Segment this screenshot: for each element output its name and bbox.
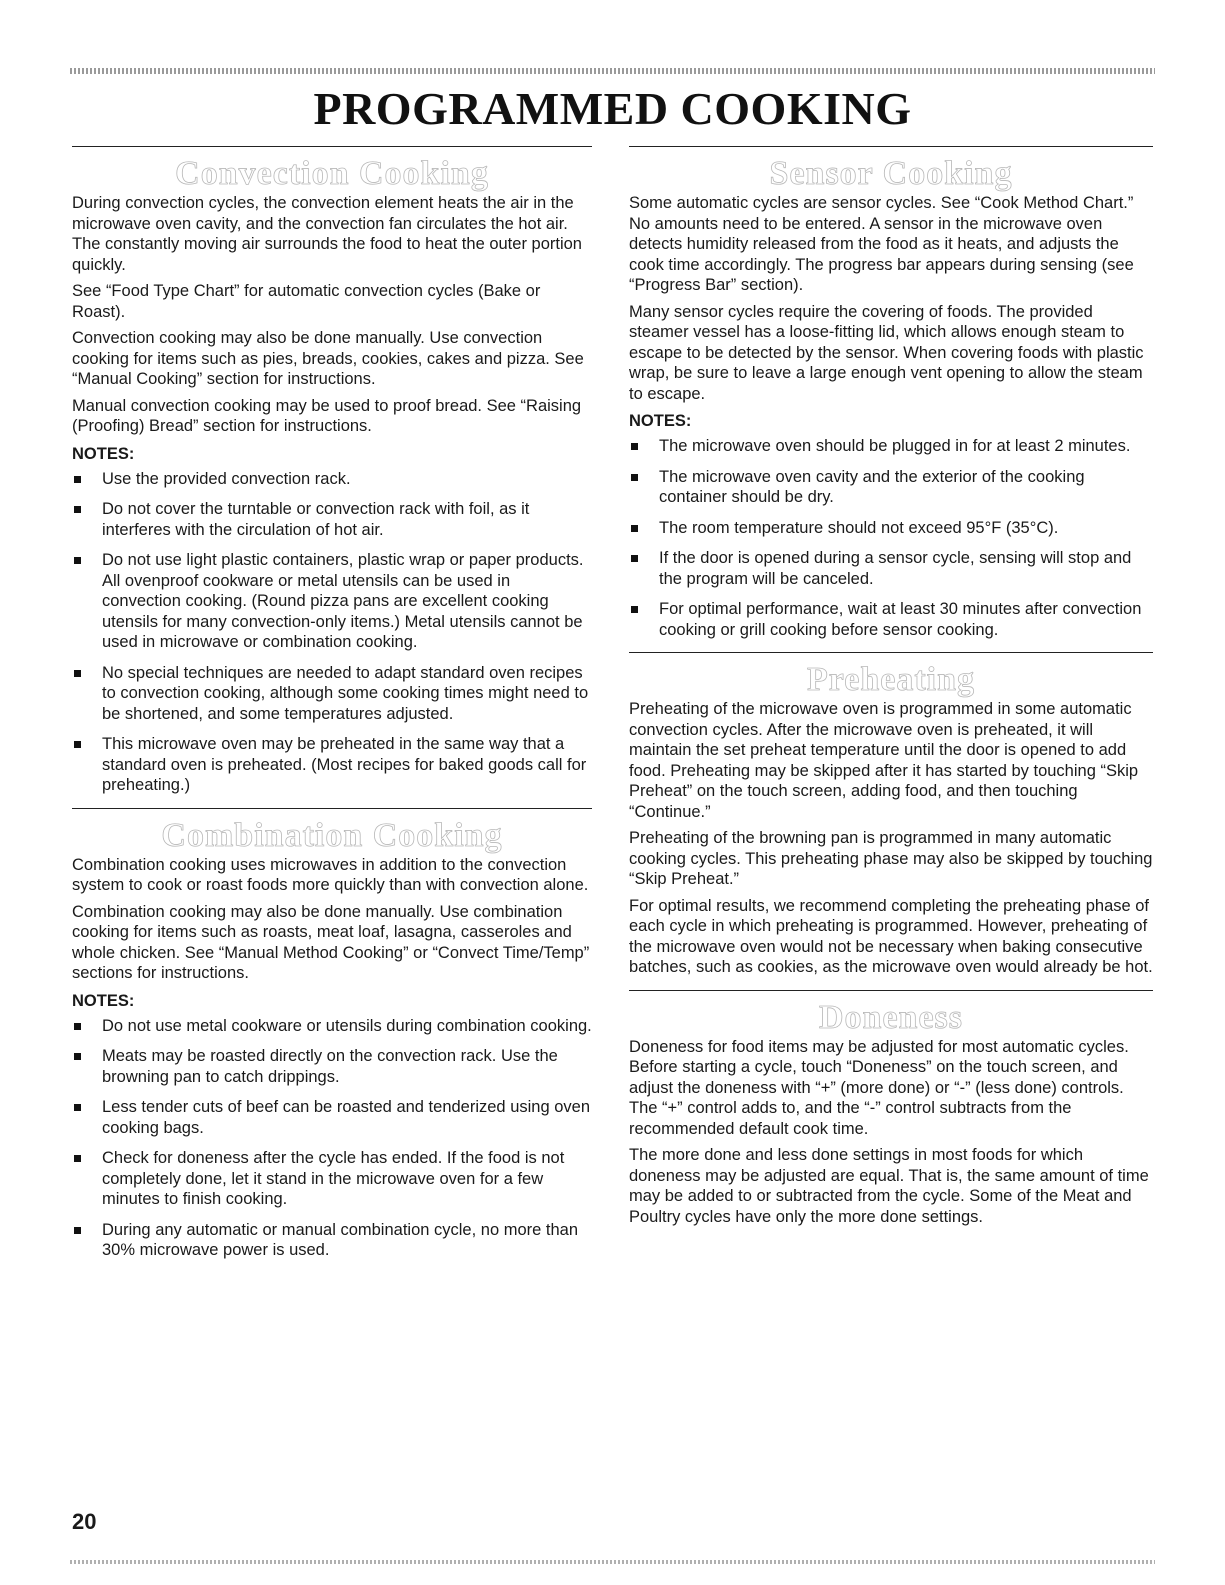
- convection-cooking-section: [72, 146, 592, 796]
- list-item: [72, 1148, 592, 1210]
- paragraph: Many sensor cycles require the covering of foods. The provided steamer vessel has a loose-fitting lid, which allows enough steam to escape to be detected by the sensor. When covering foods with plastic wrap, be sure to leave a large enough vent opening to allow the steam to escape.: [629, 302, 1144, 403]
- square-bullet-icon: [631, 606, 638, 613]
- paragraph: Combination cooking may also be done manually. Use combination cooking for items such as roasts, meat loaf, lasagna, casseroles and whole chicken. See “Manual Method Cooking” or “Convect Time/Temp” sections for instructions.: [72, 902, 590, 982]
- list-item: [72, 1220, 592, 1261]
- paragraph: During convection cycles, the convection element heats the air in the microwave oven cavity, and the convection fan circulates the hot air. The constantly moving air surrounds the food to heat the outer portion quickly.: [72, 194, 582, 274]
- paragraph: Some automatic cycles are sensor cycles. See “Cook Method Chart.” No amounts need to be entered. A sensor in the microwave oven detects humidity released from the food as it heats, and adjusts the cook time accordingly. The progress bar appears during sensing (see “Progress Bar” section).: [629, 194, 1134, 294]
- list-item-text: No special techniques are needed to adapt standard oven recipes to convection cooking, although some cooking times might need to be shortened, and some temperatures adjusted.: [102, 663, 589, 723]
- list-item-text: Do not use light plastic containers, plastic wrap or paper products. All ovenproof cookware or metal utensils can be used in convection cooking. (Round pizza pans are excellent cooking utensils for many convection-only items.) Metal utensils cannot be used in microwave or combination cooking.: [102, 551, 584, 651]
- section-heading: Sensor Cooking: [769, 155, 1013, 192]
- notes-list: [629, 436, 1153, 640]
- paragraph: Doneness for food items may be adjusted for most automatic cycles. Before starting a cycle, touch “Doneness” on the touch screen, and adjust the doneness with “+” (more done) or “-” (less done) controls. The “+” control adds to, and the “-” control subtracts from the recommended default cook time.: [629, 1037, 1129, 1138]
- square-bullet-icon: [631, 443, 638, 450]
- list-item: [72, 1046, 592, 1087]
- square-bullet-icon: [74, 476, 81, 483]
- list-item-text: For optimal performance, wait at least 30 minutes after convection cooking or grill cooking before sensor cooking.: [659, 600, 1142, 639]
- square-bullet-icon: [74, 1155, 81, 1162]
- list-item-text: If the door is opened during a sensor cycle, sensing will stop and the program will be canceled.: [659, 549, 1132, 588]
- list-item-text: During any automatic or manual combination cycle, no more than 30% microwave power is used.: [102, 1220, 578, 1259]
- paragraph: Manual convection cooking may be used to proof bread. See “Raising (Proofing) Bread” section for instructions.: [72, 396, 582, 435]
- paragraph: Combination cooking uses microwaves in addition to the convection system to cook or roast foods more quickly than with convection alone.: [72, 855, 589, 894]
- list-item: [72, 499, 592, 540]
- list-item: [72, 1097, 592, 1138]
- square-bullet-icon: [74, 1227, 81, 1234]
- square-bullet-icon: [74, 741, 81, 748]
- right-column: [629, 146, 1153, 1233]
- list-item: [629, 599, 1153, 640]
- list-item-text: The microwave oven cavity and the exterior of the cooking container should be dry.: [659, 467, 1085, 506]
- combination-cooking-section: [72, 808, 592, 1261]
- section-heading: Combination Cooking: [161, 816, 503, 854]
- square-bullet-icon: [74, 1104, 81, 1111]
- bottom-dotted-rule: [70, 1560, 1155, 1564]
- paragraph: Preheating of the microwave oven is programmed in some automatic convection cycles. After the microwave oven is preheated, it will maintain the set preheat temperature until the door is opened to add food. Preheating may be skipped after it has started by touching “Skip Preheat” on the touch screen, adding food, and then touching “Continue.”: [629, 700, 1139, 821]
- list-item: [72, 734, 592, 796]
- square-bullet-icon: [74, 1053, 81, 1060]
- paragraph: The more done and less done settings in most foods for which doneness may be adjusted are equal. That is, the same amount of time may be added to or subtracted from the cycle. Some of the Meat and Poultry cycles have only the more done settings.: [629, 1146, 1149, 1226]
- sensor-cooking-section: [629, 146, 1153, 640]
- notes-list: [72, 469, 592, 796]
- preheating-section: [629, 652, 1153, 978]
- list-item: [629, 548, 1153, 589]
- square-bullet-icon: [74, 506, 81, 513]
- list-item: [72, 1016, 592, 1037]
- paragraph: Convection cooking may also be done manually. Use convection cooking for items such as pies, breads, cookies, cakes and pizza. See “Manual Cooking” section for instructions.: [72, 329, 584, 388]
- list-item-text: Do not use metal cookware or utensils during combination cooking.: [102, 1016, 592, 1035]
- notes-label: NOTES:: [72, 991, 135, 1010]
- list-item-text: Do not cover the turntable or convection rack with foil, as it interferes with the circulation of hot air.: [102, 500, 530, 539]
- paragraph: Preheating of the browning pan is programmed in many automatic cooking cycles. This preheating phase may also be skipped by touching “Skip Preheat.”: [629, 829, 1153, 888]
- square-bullet-icon: [74, 670, 81, 677]
- list-item: [72, 469, 592, 490]
- list-item-text: Use the provided convection rack.: [102, 469, 351, 488]
- notes-label: NOTES:: [629, 412, 692, 430]
- section-heading: Doneness: [818, 998, 964, 1036]
- list-item: [72, 550, 592, 653]
- square-bullet-icon: [631, 525, 638, 532]
- page-title: PROGRAMMED COOKING: [313, 83, 912, 134]
- notes-label: NOTES:: [72, 444, 135, 463]
- paragraph: See “Food Type Chart” for automatic convection cycles (Bake or Roast).: [72, 282, 541, 321]
- paragraph: For optimal results, we recommend completing the preheating phase of each cycle in which preheating is programmed. However, preheating of the microwave oven would not be necessary when baking consecutive batches, such as cookies, as the microwave oven would already be hot.: [629, 896, 1153, 976]
- square-bullet-icon: [631, 555, 638, 562]
- list-item: [629, 467, 1153, 508]
- list-item-text: Meats may be roasted directly on the convection rack. Use the browning pan to catch drippings.: [102, 1047, 558, 1086]
- section-heading: Preheating: [806, 661, 975, 698]
- page-number: 20: [72, 1509, 97, 1534]
- list-item-text: This microwave oven may be preheated in the same way that a standard oven is preheated. (Most recipes for baked goods call for preheating.): [102, 735, 587, 794]
- list-item: [629, 436, 1153, 457]
- notes-list: [72, 1016, 592, 1261]
- top-dotted-rule: [70, 68, 1155, 74]
- square-bullet-icon: [74, 1023, 81, 1030]
- list-item-text: Check for doneness after the cycle has ended. If the food is not completely done, let it stand in the microwave oven for a few minutes to finish cooking.: [102, 1149, 565, 1208]
- list-item-text: Less tender cuts of beef can be roasted and tenderized using oven cooking bags.: [102, 1098, 590, 1137]
- section-heading: Convection Cooking: [175, 155, 489, 192]
- list-item-text: The room temperature should not exceed 95°F (35°C).: [659, 518, 1059, 537]
- list-item: [72, 663, 592, 725]
- list-item: [629, 518, 1153, 539]
- doneness-section: [629, 990, 1153, 1228]
- left-column: [72, 146, 592, 1271]
- list-item-text: The microwave oven should be plugged in for at least 2 minutes.: [659, 437, 1131, 455]
- square-bullet-icon: [631, 474, 638, 481]
- square-bullet-icon: [74, 557, 81, 564]
